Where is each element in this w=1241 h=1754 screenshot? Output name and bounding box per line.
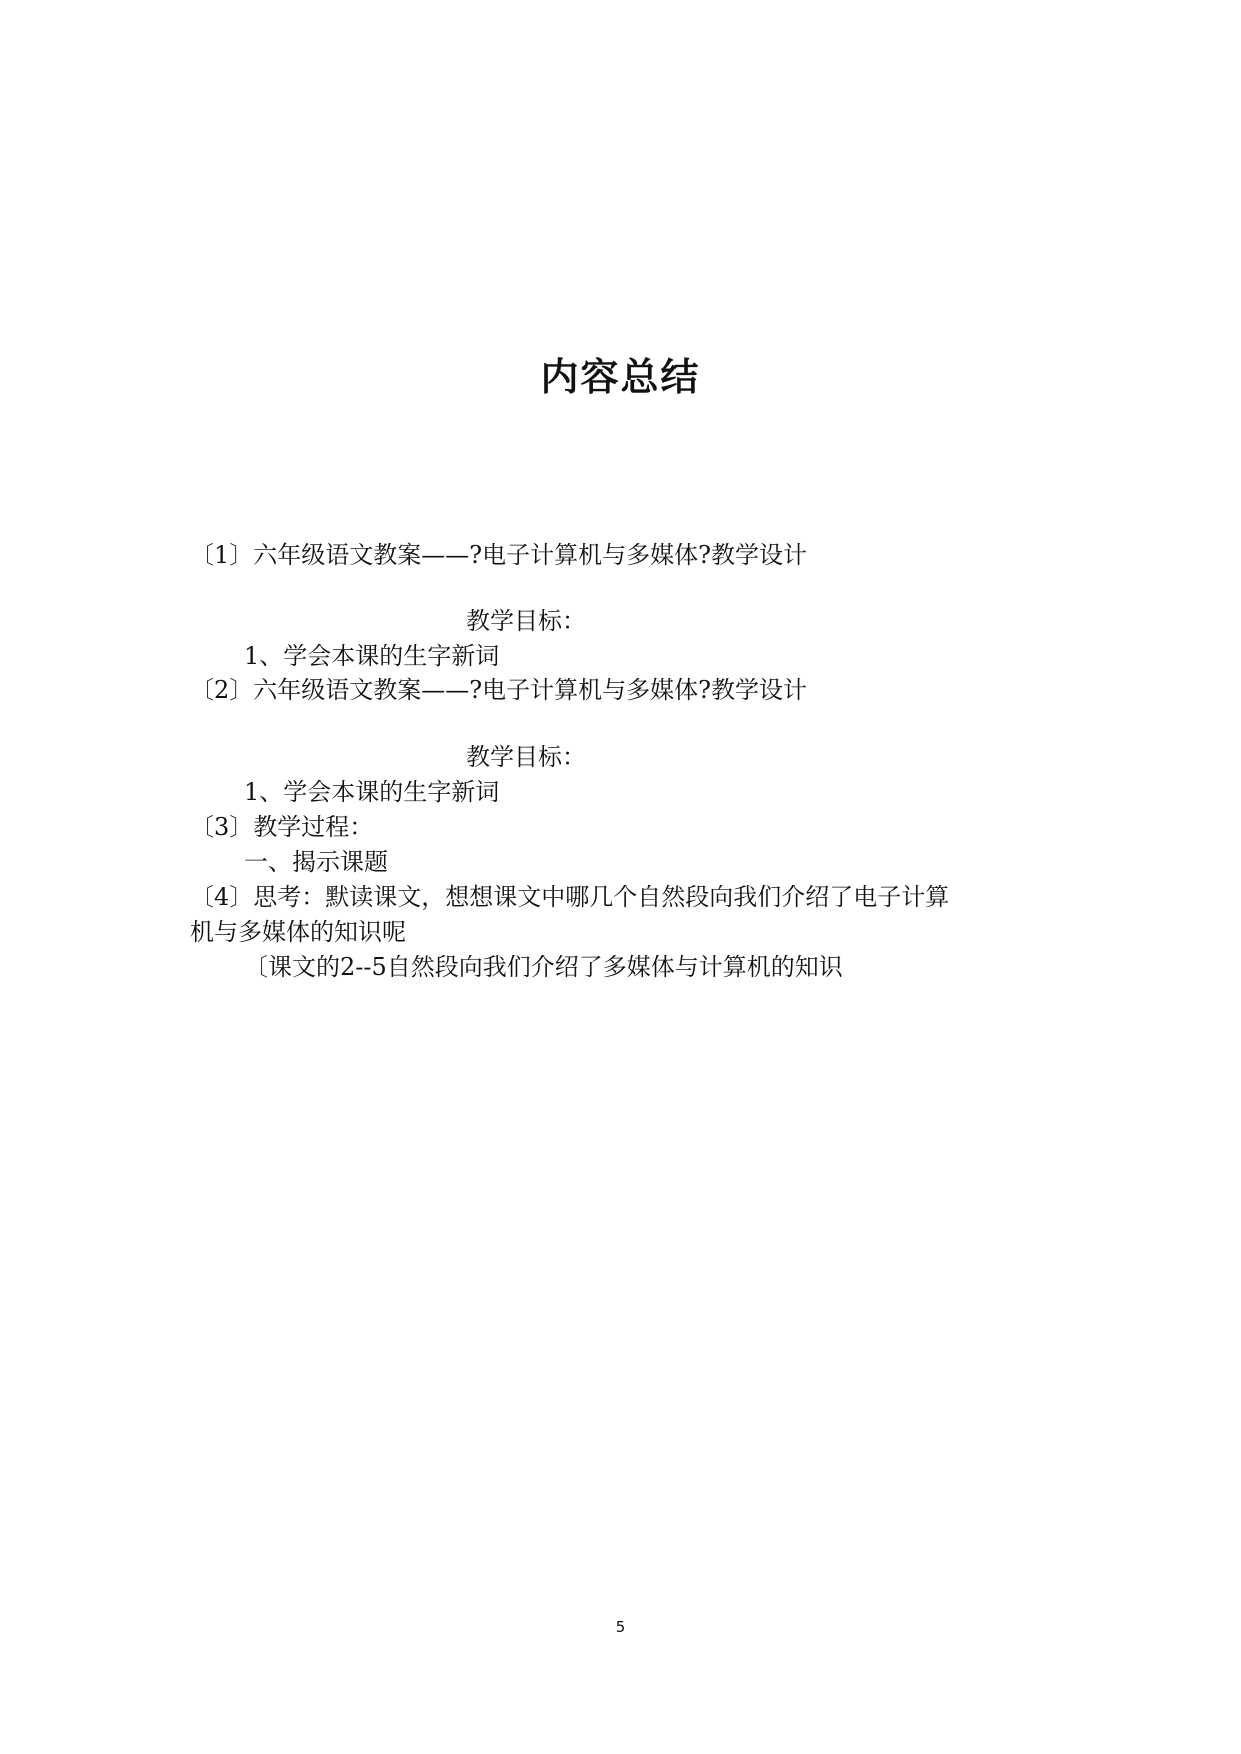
section-2-objective-label: 教学目标： bbox=[466, 743, 586, 771]
page-number: 5 bbox=[615, 1618, 626, 1636]
section-3-heading: 〔3〕教学过程： bbox=[190, 813, 374, 841]
section-1-objective-label: 教学目标： bbox=[466, 607, 586, 635]
section-1-objective-item: 1、学会本课的生字新词 bbox=[244, 642, 500, 670]
section-4-answer: 〔课文的2--5自然段向我们介绍了多媒体与计算机的知识 bbox=[244, 953, 843, 981]
section-2-objective-item: 1、学会本课的生字新词 bbox=[244, 778, 500, 806]
section-4-heading-line-1: 〔4〕思考：默读课文，想想课文中哪几个自然段向我们介绍了电子计算 bbox=[190, 883, 950, 911]
section-2-heading: 〔2〕六年级语文教案——?电子计算机与多媒体?教学设计 bbox=[190, 676, 808, 704]
page-title: 内容总结 bbox=[540, 355, 701, 399]
section-1-heading: 〔1〕六年级语文教案——?电子计算机与多媒体?教学设计 bbox=[190, 541, 808, 569]
section-3-item: 一、揭示课题 bbox=[244, 848, 388, 876]
section-4-heading-line-2: 机与多媒体的知识呢 bbox=[190, 918, 406, 946]
